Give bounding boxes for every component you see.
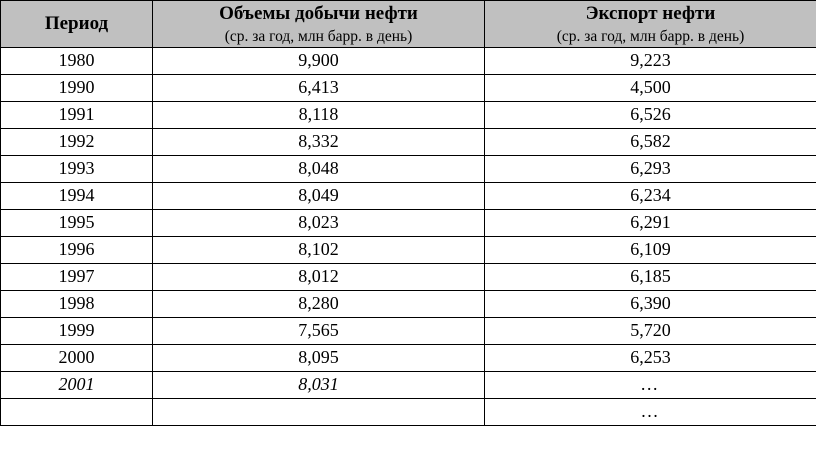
table-header: [1, 1, 816, 48]
table-header-row: [1, 1, 816, 48]
column-header-period-title: Период: [44, 13, 109, 35]
table-row: [1, 371, 816, 398]
cell-period: 1995: [1, 209, 153, 236]
cell-period: 1999: [1, 317, 153, 344]
cell-export: 6,582: [485, 128, 816, 155]
column-header-export: [485, 1, 816, 48]
cell-production: 8,102: [153, 236, 485, 263]
column-header-export-subtitle: (ср. за год, млн барр. в день): [556, 27, 745, 45]
cell-period: 1998: [1, 290, 153, 317]
cell-production: 8,031: [153, 371, 485, 398]
cell-export: 6,390: [485, 290, 816, 317]
cell-export: …: [485, 398, 816, 425]
cell-export: 6,526: [485, 101, 816, 128]
cell-period: 1991: [1, 101, 153, 128]
cell-export: 6,109: [485, 236, 816, 263]
table-row: [1, 344, 816, 371]
cell-production: 9,900: [153, 47, 485, 74]
column-header-production: [153, 1, 485, 48]
cell-production: 8,049: [153, 182, 485, 209]
table-row: [1, 209, 816, 236]
cell-production: 6,413: [153, 74, 485, 101]
table-row: [1, 398, 816, 425]
cell-production: 8,118: [153, 101, 485, 128]
cell-period: 1994: [1, 182, 153, 209]
cell-production: 8,332: [153, 128, 485, 155]
table-row: [1, 317, 816, 344]
table-row: [1, 182, 816, 209]
table-row: [1, 155, 816, 182]
cell-period: 2001: [1, 371, 153, 398]
cell-export: 6,293: [485, 155, 816, 182]
cell-production: [153, 398, 485, 425]
cell-export: 6,253: [485, 344, 816, 371]
cell-period: [1, 398, 153, 425]
cell-period: 1993: [1, 155, 153, 182]
cell-export: …: [485, 371, 816, 398]
cell-production: 8,095: [153, 344, 485, 371]
cell-period: 1997: [1, 263, 153, 290]
table-row: [1, 236, 816, 263]
table-body: [1, 47, 816, 425]
cell-production: 8,012: [153, 263, 485, 290]
column-header-period: [1, 1, 153, 48]
table-row: [1, 290, 816, 317]
table-row: [1, 263, 816, 290]
cell-export: 5,720: [485, 317, 816, 344]
cell-period: 1980: [1, 47, 153, 74]
cell-production: 8,280: [153, 290, 485, 317]
cell-export: 9,223: [485, 47, 816, 74]
column-header-production-subtitle: (ср. за год, млн барр. в день): [224, 27, 413, 45]
cell-production: 8,023: [153, 209, 485, 236]
cell-export: 6,234: [485, 182, 816, 209]
cell-export: 6,291: [485, 209, 816, 236]
cell-period: 2000: [1, 344, 153, 371]
cell-period: 1992: [1, 128, 153, 155]
cell-production: 7,565: [153, 317, 485, 344]
cell-period: 1996: [1, 236, 153, 263]
cell-export: 6,185: [485, 263, 816, 290]
cell-production: 8,048: [153, 155, 485, 182]
column-header-production-title: Объемы добычи нефти: [219, 3, 418, 24]
column-header-export-title: Экспорт нефти: [585, 3, 716, 24]
cell-period: 1990: [1, 74, 153, 101]
cell-export: 4,500: [485, 74, 816, 101]
table-row: [1, 74, 816, 101]
table-row: [1, 128, 816, 155]
table-row: [1, 47, 816, 74]
table-row: [1, 101, 816, 128]
